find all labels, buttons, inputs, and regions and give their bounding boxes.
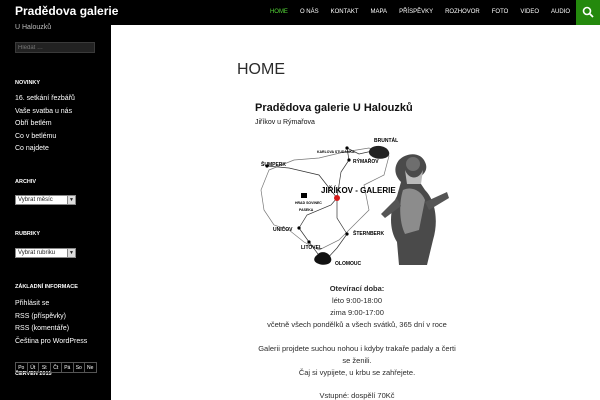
- page-title: HOME: [237, 61, 285, 78]
- calendar-day-header: Út: [27, 363, 39, 373]
- sidebar: [0, 25, 111, 400]
- map-label-paseka: PASEKA: [299, 208, 314, 212]
- nav-kontakt[interactable]: KONTAKT: [330, 9, 359, 15]
- nav-o-nas[interactable]: O NÁS: [299, 9, 319, 15]
- opening-hours-note: včetně všech pondělků a všech svátků, 365 dní v roce: [267, 320, 447, 329]
- calendar: [15, 362, 97, 373]
- novinky-item[interactable]: Obří betlém: [15, 120, 52, 127]
- map-label-sumperk: ŠUMPERK: [261, 162, 287, 168]
- novinky-item[interactable]: Vaše svatba u nás: [15, 107, 73, 115]
- search-toggle-button[interactable]: [576, 0, 600, 25]
- info-link[interactable]: RSS (komentáře): [15, 325, 70, 332]
- chevron-down-icon: ▼: [67, 196, 75, 204]
- map-label-sternberk: ŠTERNBERK: [353, 231, 385, 237]
- opening-hours-summer: léto 9:00-18:00: [331, 296, 383, 305]
- calendar-day-header: Ne: [85, 363, 97, 373]
- rubriky-title: RUBRIKY: [15, 231, 41, 237]
- calendar-day-header: Čt: [50, 363, 62, 373]
- main-nav: [264, 0, 576, 25]
- info-title: ZÁKLADNÍ INFORMACE: [15, 284, 78, 290]
- novinky-list: [15, 93, 75, 156]
- novinky-item[interactable]: 16. setkání řezbářů: [15, 95, 75, 102]
- chevron-down-icon: ▼: [67, 249, 75, 257]
- info-list: [15, 298, 87, 348]
- castle-icon: [301, 193, 307, 198]
- admission-text: Vstupné: dospělí 70Kč: [319, 391, 395, 400]
- novinky-title: NOVINKY: [15, 80, 41, 86]
- map-label-unicov: UNIČOV: [273, 227, 293, 233]
- opening-hours-winter: zima 9:00-17:00: [330, 308, 384, 317]
- map-label-rymarov: RÝMAŘOV: [353, 159, 379, 165]
- gallery-poster-image: [249, 100, 459, 275]
- nav-foto[interactable]: FOTO: [491, 9, 509, 15]
- archiv-select-value: Vybrat měsíc: [18, 197, 53, 203]
- description-line-2: se ženili.: [342, 356, 372, 365]
- site-title[interactable]: Pradědova galerie: [15, 4, 119, 18]
- info-link[interactable]: Přihlásit se: [15, 300, 50, 307]
- archiv-title: ARCHIV: [15, 179, 37, 185]
- nav-prispevky[interactable]: PŘÍSPĚVKY: [399, 9, 434, 15]
- calendar-day-header: So: [73, 363, 85, 373]
- map-label-karlova-studanka: KARLOVA STUDÁNKA: [317, 150, 355, 154]
- calendar-day-header: St: [39, 363, 51, 373]
- map-label-hrad-sovinec: HRAD SOVINEC: [295, 201, 322, 205]
- rubriky-select-value: Vybrat rubriku: [18, 250, 56, 256]
- info-link[interactable]: Čeština pro WordPress: [15, 337, 88, 345]
- archiv-select[interactable]: [15, 195, 76, 205]
- description-line-1: Galerii projdete suchou nohou i kdyby trakaře padaly a čerti: [258, 344, 456, 353]
- nav-rozhovor[interactable]: ROZHOVOR: [445, 9, 480, 15]
- calendar-day-header: Pá: [62, 363, 74, 373]
- map-label-olomouc: OLOMOUC: [335, 261, 362, 267]
- top-bar: [0, 0, 600, 25]
- nav-home[interactable]: HOME: [269, 9, 288, 15]
- poster-subtitle: Jiříkov u Rýmařova: [255, 119, 315, 126]
- statue-figure-illustration: [381, 154, 449, 265]
- search-input[interactable]: [15, 42, 95, 53]
- calendar-day-header: Po: [16, 363, 28, 373]
- info-link[interactable]: RSS (příspěvky): [15, 312, 66, 320]
- nav-video[interactable]: VIDEO: [520, 9, 539, 15]
- map-label-litovel: LITOVEL: [301, 245, 323, 251]
- map-label-jirikov-galerie: JIŘÍKOV - GALERIE: [321, 186, 396, 195]
- calendar-title: ČERVEN 2015: [15, 371, 52, 377]
- novinky-item[interactable]: Co najdete: [15, 145, 49, 152]
- nav-audio[interactable]: AUDIO: [550, 9, 570, 15]
- description-line-3: Čaj si vypijete, u krbu se zahřejete.: [298, 368, 416, 377]
- poster-title: Pradědova galerie U Halouzků: [255, 102, 413, 114]
- search-icon: [582, 6, 594, 18]
- site-tagline: U Halouzků: [15, 24, 52, 31]
- map-label-bruntal: BRUNTÁL: [374, 138, 399, 144]
- novinky-item[interactable]: Co v betlému: [15, 132, 57, 140]
- nav-mapa[interactable]: MAPA: [370, 9, 388, 15]
- opening-hours-title: Otevírací doba:: [329, 284, 385, 293]
- rubriky-select[interactable]: [15, 248, 76, 258]
- main-content: [111, 25, 600, 400]
